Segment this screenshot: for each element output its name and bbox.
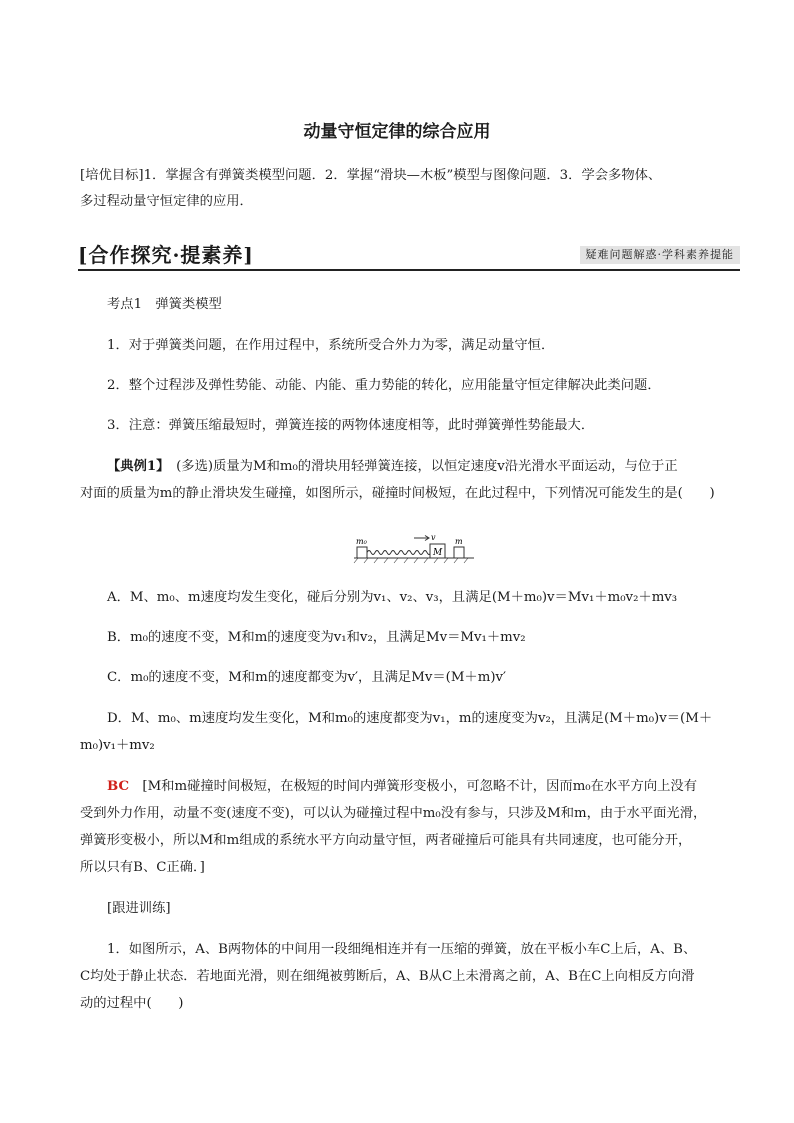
- collision-figure: [352, 530, 477, 565]
- answer-line-3: 弹簧形变极小，所以M和m组成的系统水平方向动量守恒，两者碰撞后可能具有共同速度，也可能分开，: [80, 833, 692, 848]
- page-title: 动量守恒定律的综合应用: [303, 122, 491, 142]
- example-line-2: 对面的质量为m的静止滑块发生碰撞，如图所示，碰撞时间极短，在此过程中，下列情况可能发生的是( ): [80, 486, 715, 501]
- label-M: M: [433, 548, 443, 558]
- training-label: [跟进训练]: [107, 901, 171, 916]
- answer-line-4: 所以只有B、C正确．]: [80, 860, 205, 875]
- point-1: 1．对于弹簧类问题，在作用过程中，系统所受合外力为零，满足动量守恒．: [107, 338, 555, 353]
- example-label: 【典例1】: [107, 459, 163, 474]
- option-d-line-1: D．M、m₀、m速度均发生变化，M和m₀的速度都变为v₁，m的速度变为v₂，且满足(M＋m₀)v＝(M＋: [107, 711, 713, 726]
- goal-line-2: 多过程动量守恒定律的应用．: [80, 194, 253, 209]
- point-3: 3．注意：弹簧压缩最短时，弹簧连接的两物体速度相等，此时弹簧弹性势能最大．: [107, 418, 595, 433]
- block-m0: [357, 547, 367, 558]
- ground-hatch: [354, 558, 468, 563]
- training-line-2: C均处于静止状态．若地面光滑，则在细绳被剪断后，A、B从C上未滑离之前，A、B在C上向相反方向滑: [80, 969, 695, 984]
- goal-line-1: [培优目标]1．掌握含有弹簧类模型问题．2．掌握“滑块—木板”模型与图像问题．3．学会多物体、: [80, 168, 662, 183]
- option-a: A．M、m₀、m速度均发生变化，碰后分别为v₁、v₂、v₃，且满足(M＋m₀)v＝Mv₁＋m₀v₂＋mv₃: [107, 590, 678, 605]
- collision-diagram: [352, 530, 477, 565]
- block-m: [454, 547, 464, 558]
- section-divider: [78, 269, 740, 271]
- label-m: m: [455, 537, 463, 546]
- option-c: C．m₀的速度不变，M和m的速度都变为v′，且满足Mv＝(M＋m)v′: [107, 670, 507, 685]
- section-header: [78, 239, 740, 269]
- answer-line-1: [107, 774, 719, 800]
- option-d-line-2: m₀)v₁＋mv₂: [80, 738, 155, 753]
- option-b: B．m₀的速度不变，M和m的速度变为v₁和v₂，且满足Mv＝Mv₁＋mv₂: [107, 630, 526, 645]
- label-v: v: [431, 533, 436, 542]
- label-m0: m₀: [356, 537, 367, 546]
- section-tag: 疑难问题解惑·学科素养提能: [580, 246, 741, 264]
- answer-line-2: 受到外力作用，动量不变(速度不变)，可以认为碰撞过程中m₀没有参与，只涉及M和m，由于水平面光滑，: [80, 806, 707, 821]
- training-line-1: 1．如图所示，A、B两物体的中间用一段细绳相连并有一压缩的弹簧，放在平板小车C上后，A、B、: [107, 942, 697, 957]
- answer-key: BC: [107, 779, 130, 794]
- answer-text-1: [M和m碰撞时间极短，在极短的时间内弹簧形变极小，可忽略不计，因而m₀在水平方向上没有: [129, 779, 698, 794]
- training-line-3: 动的过程中( ): [80, 996, 184, 1011]
- point-2: 2．整个过程涉及弹性势能、动能、内能、重力势能的转化，应用能量守恒定律解决此类问题．: [107, 378, 661, 393]
- section-title: [合作探究·提素养]: [78, 243, 254, 267]
- example-text-1: (多选)质量为M和m₀的滑块用轻弹簧连接，以恒定速度v沿光滑水平面运动，与位于正: [162, 459, 678, 474]
- example-line-1: [107, 454, 719, 480]
- topic-heading: 考点1 弹簧类模型: [107, 297, 222, 312]
